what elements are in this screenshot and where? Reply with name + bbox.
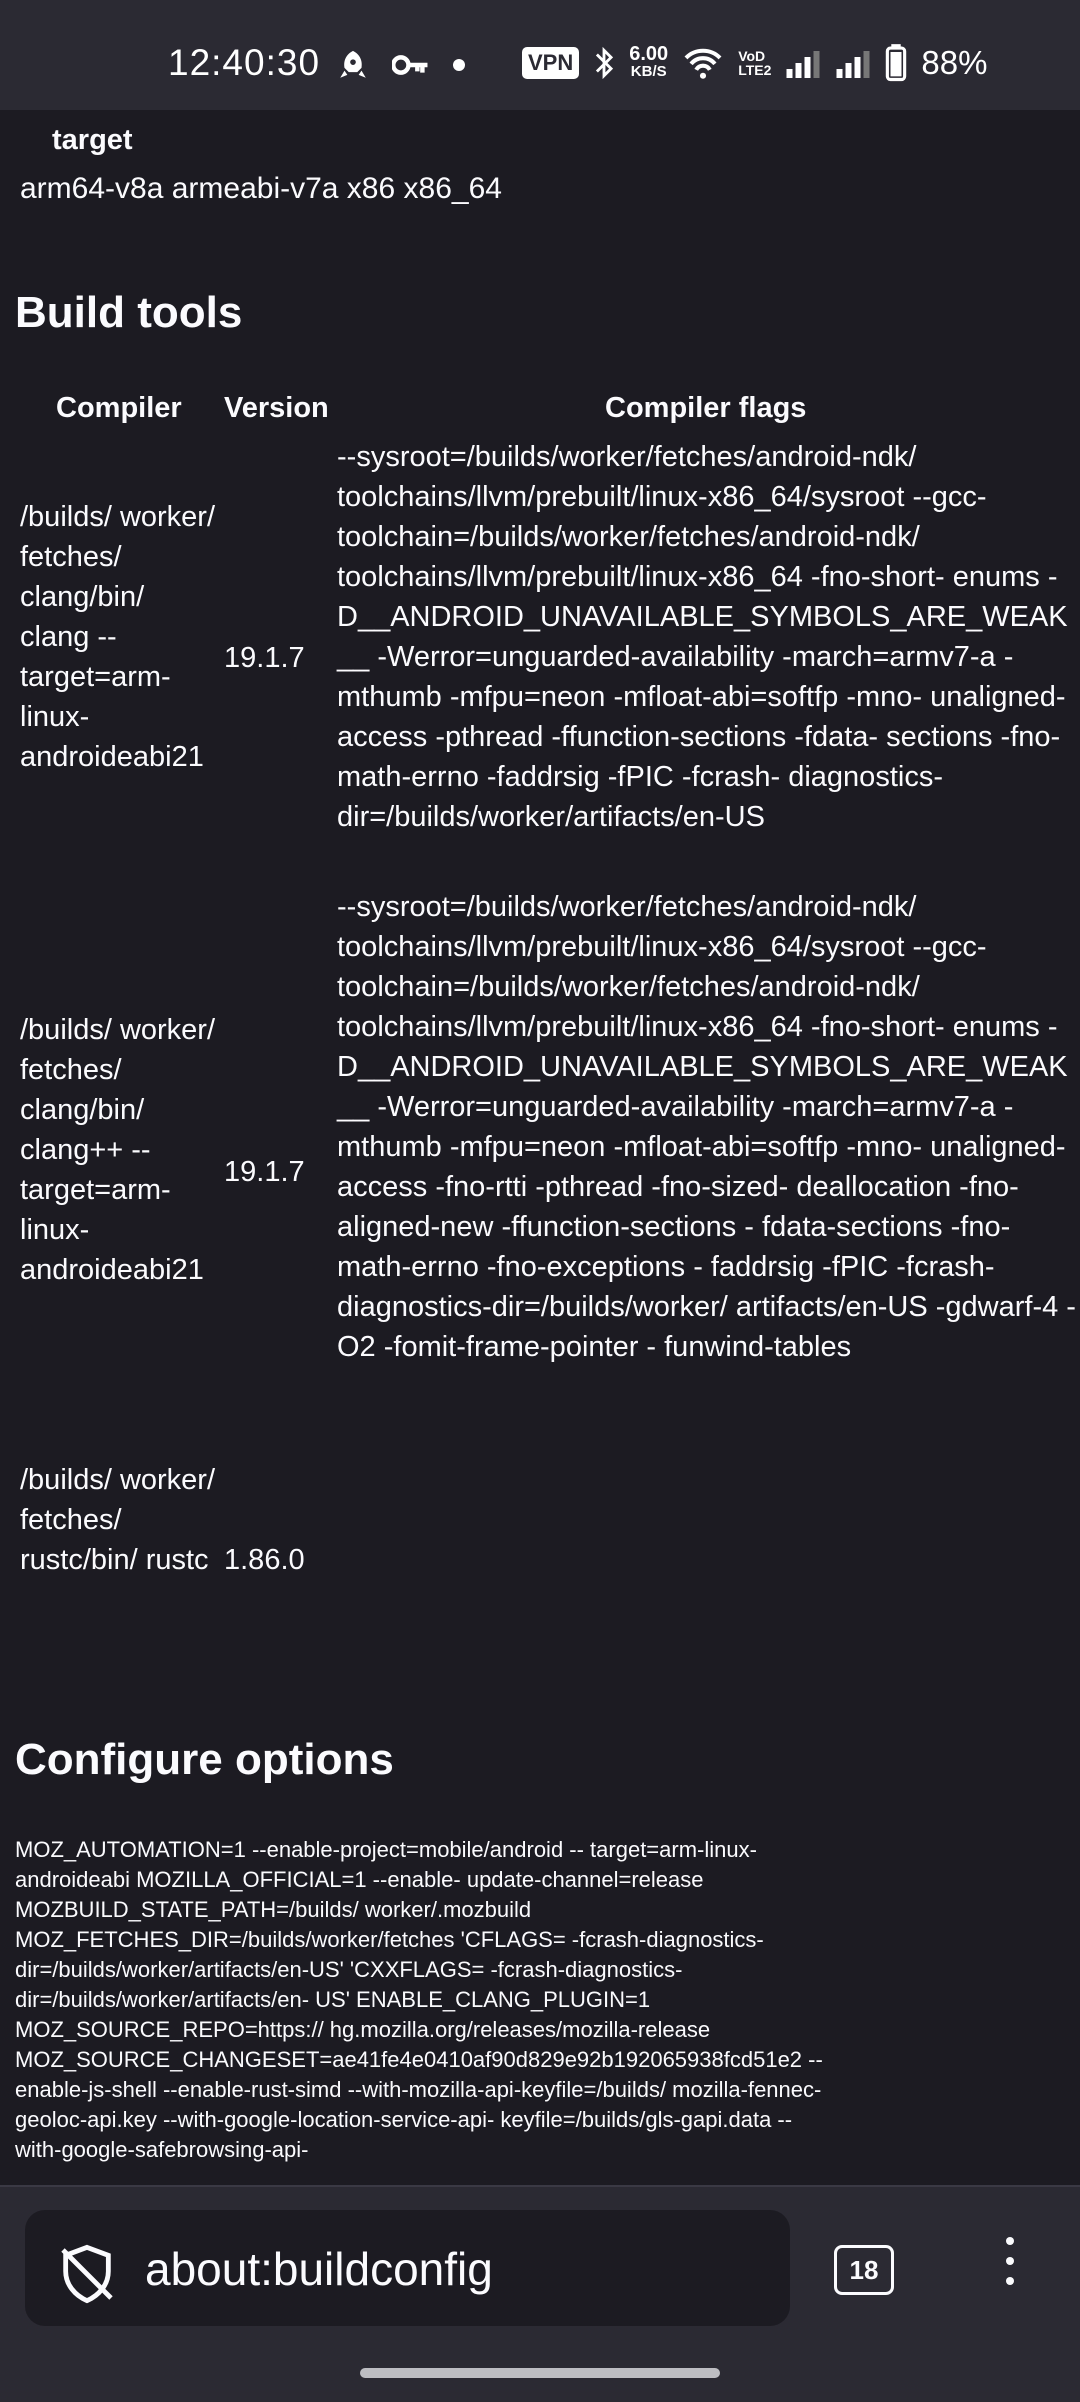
page-content: [0, 110, 1080, 2185]
volte-top: VoD: [738, 48, 766, 64]
rocket-icon: [336, 48, 370, 82]
menu-dot: [1006, 2257, 1014, 2265]
flags-cell: --sysroot=/builds/worker/fetches/android-ndk/ toolchains/llvm/prebuilt/linux-x86_64/sysroot --gcc- toolchain=/builds/worker/fetches/android-ndk/ toolchains/llvm/prebuilt/linux-x86_64 -fno-short- enums - D__ANDROID_UNAVAILABLE_SYMBOLS_ARE_WEAK__ -Werror=unguarded-availability -march=armv7-a - mthumb -mfpu=neon -mfloat-abi=softfp -mno- unaligned-access -pthread -ffunction-sections -fdata- sections -fno-math-errno -faddrsig -fPIC -fcrash- diagnostics-dir=/builds/worker/artifacts/en-US: [337, 441, 1068, 833]
version-cell: 19.1.7: [224, 642, 305, 674]
compiler-cell: /builds/ worker/ fetches/ clang/bin/ clang -- target=arm- linux- androideabi21: [20, 501, 216, 773]
url-bar[interactable]: [25, 2210, 790, 2326]
status-time: 12:40:30: [168, 42, 321, 83]
configure-options-text: MOZ_AUTOMATION=1 --enable-project=mobile/android -- target=arm-linux-androideabi MOZILLA_OFFICIAL=1 --enable- update-channel=release MOZBUILD_STATE_PATH=/builds/ worker/.mozbuild MOZ_FETCHES_DIR=/builds/worker/fetches 'CFLAGS= -fcrash-diagnostics-dir=/builds/worker/artifacts/en-US' 'CXXFLAGS= -fcrash-diagnostics-dir=/builds/worker/artifacts/en- US' ENABLE_CLANG_PLUGIN=1 MOZ_SOURCE_REPO=https:// hg.mozilla.org/releases/mozilla-release MOZ_SOURCE_CHANGESET=ae41fe4e0410af90d829e92b192065938fcd51e2 --enable-js-shell --enable-rust-simd --with-mozilla-api-keyfile=/builds/ mozilla-fennec-geoloc-api.key --with-google-location-service-api- keyfile=/builds/gls-gapi.data --with-google-safebrowsing-api-: [15, 1837, 823, 2162]
speed-unit: KB/S: [630, 63, 667, 80]
build-tools-heading: Build tools: [15, 288, 243, 337]
signal-icon: [835, 48, 871, 78]
version-header: Version: [224, 392, 329, 424]
gesture-handle[interactable]: [360, 2368, 720, 2378]
menu-dot: [1006, 2277, 1014, 2285]
battery-percent: 88%: [921, 44, 988, 81]
key-icon: [392, 50, 430, 80]
notification-icons: [336, 48, 466, 82]
tracking-protection-off-icon[interactable]: [55, 2242, 119, 2306]
volte-indicator: [738, 49, 771, 77]
system-icons: [522, 44, 987, 82]
tab-counter-button[interactable]: 18: [834, 2245, 894, 2295]
signal-icon: [785, 48, 821, 78]
volte-bottom: LTE2: [738, 62, 772, 78]
version-cell: 19.1.7: [224, 1156, 305, 1188]
url-text[interactable]: about:buildconfig: [145, 2243, 493, 2295]
compiler-header: Compiler: [56, 392, 182, 424]
speed-value: 6.00: [629, 43, 669, 65]
status-bar: [0, 0, 1080, 110]
menu-button[interactable]: [990, 2237, 1030, 2297]
target-label: target: [52, 124, 133, 156]
network-speed: [629, 45, 668, 81]
target-value: arm64-v8a armeabi-v7a x86 x86_64: [20, 172, 502, 205]
flags-cell: --sysroot=/builds/worker/fetches/android-ndk/ toolchains/llvm/prebuilt/linux-x86_64/sysroot --gcc- toolchain=/builds/worker/fetches/android-ndk/ toolchains/llvm/prebuilt/linux-x86_64 -fno-short- enums - D__ANDROID_UNAVAILABLE_SYMBOLS_ARE_WEAK__ -Werror=unguarded-availability -march=armv7-a - mthumb -mfpu=neon -mfloat-abi=softfp -mno- unaligned-access -fno-rtti -pthread -fno-sized- deallocation -fno-aligned-new -ffunction-sections - fdata-sections -fno-math-errno -fno-exceptions - faddrsig -fPIC -fcrash-diagnostics-dir=/builds/worker/ artifacts/en-US -gdwarf-4 -O2 -fomit-frame-pointer - funwind-tables: [337, 891, 1076, 1363]
configure-options-heading: Configure options: [15, 1735, 394, 1784]
dot-icon: [452, 58, 466, 72]
version-cell: 1.86.0: [224, 1544, 305, 1576]
battery-icon: [885, 44, 907, 82]
compiler-cell: /builds/ worker/ fetches/ clang/bin/ clang++ -- target=arm- linux- androideabi21: [20, 1014, 216, 1286]
compiler-cell: /builds/ worker/ fetches/ rustc/bin/ rustc: [20, 1464, 216, 1576]
wifi-icon: [682, 46, 724, 80]
flags-header: Compiler flags: [605, 392, 807, 424]
bluetooth-icon: [593, 46, 615, 80]
vpn-badge: VPN: [522, 47, 579, 79]
menu-dot: [1006, 2237, 1014, 2245]
